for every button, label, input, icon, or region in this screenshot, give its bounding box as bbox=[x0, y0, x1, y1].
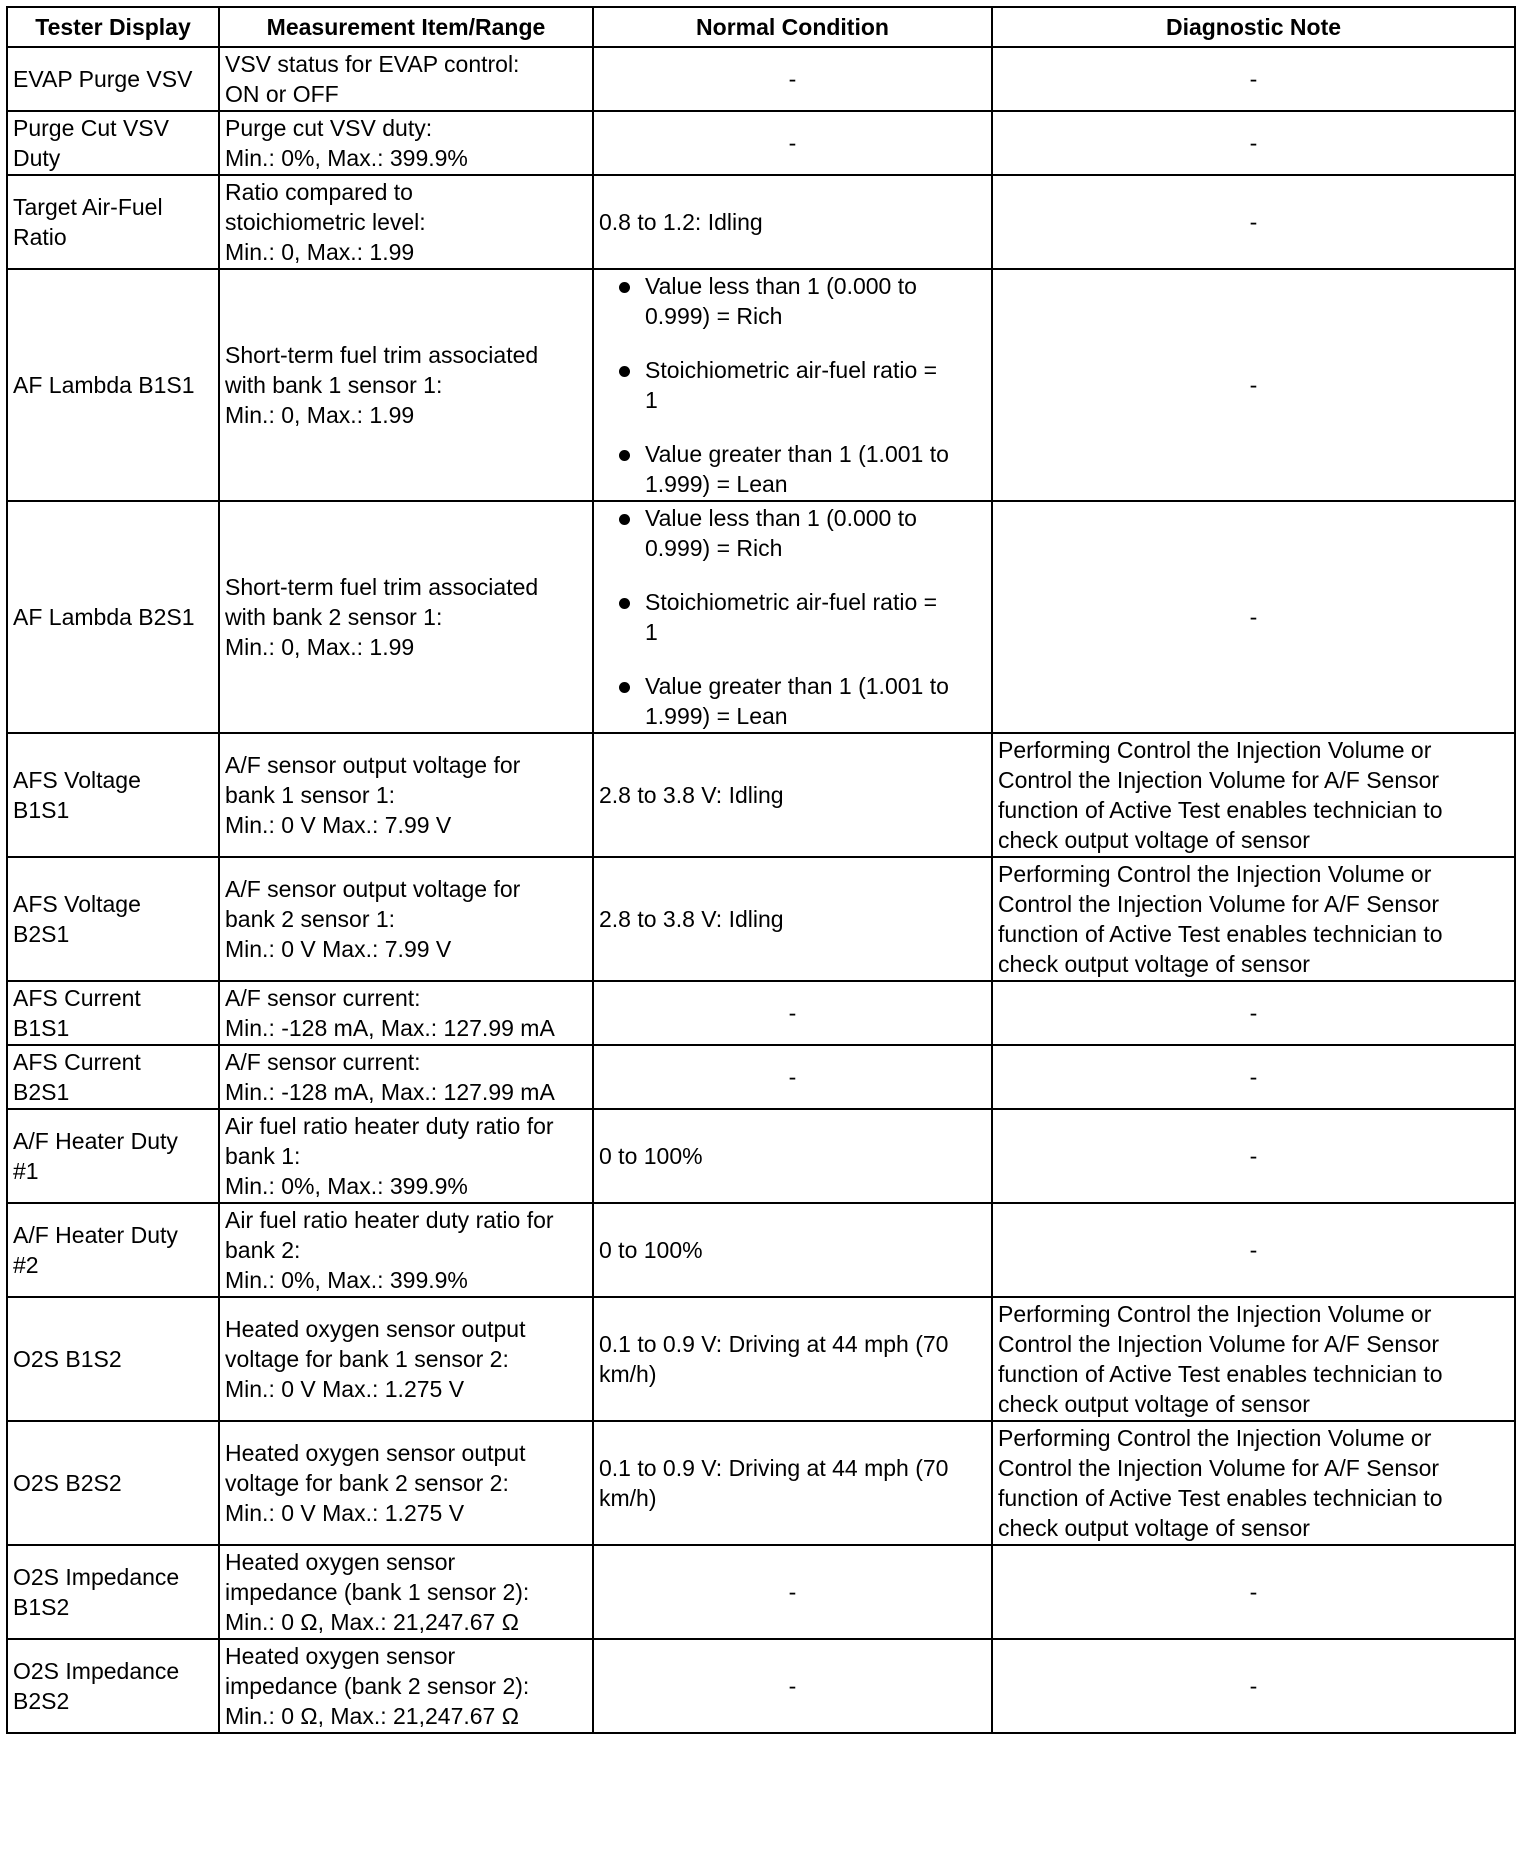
cell-line: Control the Injection Volume for A/F Sensor bbox=[998, 891, 1440, 917]
measurement-range-cell bbox=[219, 111, 593, 175]
table-row bbox=[7, 1639, 1515, 1733]
cell-line: km/h) bbox=[599, 1361, 657, 1387]
measurement-range-cell bbox=[219, 733, 593, 857]
header-normal-condition: Normal Condition bbox=[593, 7, 992, 47]
diagnostic-note-cell bbox=[992, 1045, 1515, 1109]
cell-line: - bbox=[1249, 1579, 1258, 1605]
diagnostic-note-cell bbox=[992, 501, 1515, 733]
cell-line: Heated oxygen sensor bbox=[225, 1643, 456, 1669]
cell-line: EVAP Purge VSV bbox=[13, 66, 193, 92]
measurement-range-cell bbox=[219, 981, 593, 1045]
cell-line: voltage for bank 1 sensor 2: bbox=[225, 1346, 509, 1372]
diagnostic-note-cell bbox=[992, 1421, 1515, 1545]
cell-line: - bbox=[1249, 1673, 1258, 1699]
normal-condition-cell bbox=[593, 111, 992, 175]
header-measurement-item-range: Measurement Item/Range bbox=[219, 7, 593, 47]
cell-line: AFS Current bbox=[13, 1049, 141, 1075]
cell-line: bank 2: bbox=[225, 1237, 301, 1263]
cell-line: Min.: 0, Max.: 1.99 bbox=[225, 402, 415, 428]
cell-line: Value greater than 1 (1.001 to bbox=[645, 673, 949, 699]
cell-line: Control the Injection Volume for A/F Sensor bbox=[998, 1455, 1440, 1481]
tester-display-cell bbox=[7, 1109, 219, 1203]
normal-condition-cell bbox=[593, 733, 992, 857]
cell-line: B2S1 bbox=[13, 1079, 70, 1105]
cell-line: B1S1 bbox=[13, 797, 70, 823]
measurement-range-cell bbox=[219, 1545, 593, 1639]
cell-line: O2S B1S2 bbox=[13, 1346, 122, 1372]
normal-condition-cell bbox=[593, 1297, 992, 1421]
measurement-range-cell bbox=[219, 269, 593, 501]
cell-line: 0.1 to 0.9 V: Driving at 44 mph (70 bbox=[599, 1331, 949, 1357]
cell-line: - bbox=[1249, 604, 1258, 630]
measurement-range-cell bbox=[219, 1045, 593, 1109]
bullet-item bbox=[599, 439, 986, 499]
cell-line: AFS Voltage bbox=[13, 891, 141, 917]
tester-display-cell bbox=[7, 1421, 219, 1545]
tester-display-cell bbox=[7, 501, 219, 733]
cell-line: Purge Cut VSV bbox=[13, 115, 169, 141]
tester-display-cell bbox=[7, 1045, 219, 1109]
table-row bbox=[7, 175, 1515, 269]
cell-line: bank 1 sensor 1: bbox=[225, 782, 396, 808]
cell-line: Stoichiometric air-fuel ratio = bbox=[645, 357, 938, 383]
cell-line: O2S Impedance bbox=[13, 1658, 180, 1684]
cell-line: B2S2 bbox=[13, 1688, 70, 1714]
cell-line: function of Active Test enables technician to bbox=[998, 1485, 1443, 1511]
normal-condition-cell bbox=[593, 1045, 992, 1109]
diagnostic-note-cell bbox=[992, 1203, 1515, 1297]
tester-display-cell bbox=[7, 175, 219, 269]
tester-display-cell bbox=[7, 733, 219, 857]
cell-line: B2S1 bbox=[13, 921, 70, 947]
cell-line: 0.1 to 0.9 V: Driving at 44 mph (70 bbox=[599, 1455, 949, 1481]
cell-line: VSV status for EVAP control: bbox=[225, 51, 520, 77]
cell-line: with bank 1 sensor 1: bbox=[225, 372, 443, 398]
cell-line: AFS Voltage bbox=[13, 767, 141, 793]
cell-line: function of Active Test enables technician to bbox=[998, 1361, 1443, 1387]
cell-line: Stoichiometric air-fuel ratio = bbox=[645, 589, 938, 615]
diagnostic-note-cell bbox=[992, 1545, 1515, 1639]
cell-line: Min.: 0 V Max.: 1.275 V bbox=[225, 1376, 465, 1402]
cell-line: Performing Control the Injection Volume or bbox=[998, 1301, 1432, 1327]
cell-line: check output voltage of sensor bbox=[998, 827, 1310, 853]
cell-line: 2.8 to 3.8 V: Idling bbox=[599, 782, 784, 808]
normal-condition-cell bbox=[593, 1545, 992, 1639]
cell-line: Heated oxygen sensor output bbox=[225, 1440, 526, 1466]
bullet-list bbox=[599, 503, 986, 731]
cell-line: 0 to 100% bbox=[599, 1237, 703, 1263]
cell-line: #2 bbox=[13, 1252, 39, 1278]
cell-line: km/h) bbox=[599, 1485, 657, 1511]
normal-condition-cell bbox=[593, 1203, 992, 1297]
cell-line: AF Lambda B2S1 bbox=[13, 604, 195, 630]
tester-display-cell bbox=[7, 269, 219, 501]
tester-display-cell bbox=[7, 47, 219, 111]
cell-line: Ratio compared to bbox=[225, 179, 413, 205]
cell-line: A/F Heater Duty bbox=[13, 1222, 178, 1248]
cell-line: ON or OFF bbox=[225, 81, 339, 107]
table-row bbox=[7, 269, 1515, 501]
cell-line: - bbox=[1249, 1237, 1258, 1263]
cell-line: 2.8 to 3.8 V: Idling bbox=[599, 906, 784, 932]
cell-line: Purge cut VSV duty: bbox=[225, 115, 433, 141]
tester-display-cell bbox=[7, 857, 219, 981]
measurement-range-cell bbox=[219, 1109, 593, 1203]
table-row bbox=[7, 501, 1515, 733]
cell-line: Min.: 0 V Max.: 7.99 V bbox=[225, 936, 452, 962]
cell-line: check output voltage of sensor bbox=[998, 1515, 1310, 1541]
table-row bbox=[7, 733, 1515, 857]
table-row bbox=[7, 1203, 1515, 1297]
cell-line: - bbox=[1249, 130, 1258, 156]
measurement-range-cell bbox=[219, 857, 593, 981]
cell-line: Control the Injection Volume for A/F Sensor bbox=[998, 767, 1440, 793]
cell-line: - bbox=[1249, 209, 1258, 235]
diagnostic-note-cell bbox=[992, 111, 1515, 175]
cell-line: 1 bbox=[645, 619, 658, 645]
cell-line: Min.: 0%, Max.: 399.9% bbox=[225, 145, 468, 171]
table-body bbox=[7, 47, 1515, 1733]
cell-line: A/F Heater Duty bbox=[13, 1128, 178, 1154]
cell-line: Min.: 0 Ω, Max.: 21,247.67 Ω bbox=[225, 1703, 519, 1729]
diagnostic-note-cell bbox=[992, 981, 1515, 1045]
tester-display-cell bbox=[7, 1203, 219, 1297]
normal-condition-cell bbox=[593, 47, 992, 111]
cell-line: Control the Injection Volume for A/F Sensor bbox=[998, 1331, 1440, 1357]
table-row bbox=[7, 47, 1515, 111]
normal-condition-cell bbox=[593, 175, 992, 269]
cell-line: Min.: 0 V Max.: 7.99 V bbox=[225, 812, 452, 838]
cell-line: Min.: -128 mA, Max.: 127.99 mA bbox=[225, 1015, 555, 1041]
cell-line: 1.999) = Lean bbox=[645, 471, 788, 497]
normal-condition-cell bbox=[593, 857, 992, 981]
cell-line: - bbox=[1249, 1000, 1258, 1026]
cell-line: 1 bbox=[645, 387, 658, 413]
normal-condition-cell bbox=[593, 1639, 992, 1733]
normal-condition-cell bbox=[593, 269, 992, 501]
cell-line: Min.: 0 V Max.: 1.275 V bbox=[225, 1500, 465, 1526]
cell-line: check output voltage of sensor bbox=[998, 951, 1310, 977]
cell-line: 1.999) = Lean bbox=[645, 703, 788, 729]
cell-line: B1S1 bbox=[13, 1015, 70, 1041]
cell-line: B1S2 bbox=[13, 1594, 70, 1620]
cell-line: Duty bbox=[13, 145, 61, 171]
cell-line: - bbox=[788, 66, 797, 92]
cell-line: Short-term fuel trim associated bbox=[225, 574, 539, 600]
measurement-range-cell bbox=[219, 47, 593, 111]
cell-line: Air fuel ratio heater duty ratio for bbox=[225, 1113, 554, 1139]
cell-line: Min.: 0, Max.: 1.99 bbox=[225, 634, 415, 660]
cell-line: - bbox=[788, 1064, 797, 1090]
cell-line: Heated oxygen sensor bbox=[225, 1549, 456, 1575]
cell-line: A/F sensor output voltage for bbox=[225, 752, 521, 778]
measurement-range-cell bbox=[219, 1203, 593, 1297]
cell-line: AF Lambda B1S1 bbox=[13, 372, 195, 398]
tester-display-cell bbox=[7, 1639, 219, 1733]
tester-display-cell bbox=[7, 111, 219, 175]
diagnostic-note-cell bbox=[992, 269, 1515, 501]
table-row bbox=[7, 1297, 1515, 1421]
measurement-range-cell bbox=[219, 175, 593, 269]
bullet-item bbox=[599, 503, 986, 563]
cell-line: Min.: 0, Max.: 1.99 bbox=[225, 239, 415, 265]
table-row bbox=[7, 111, 1515, 175]
bullet-item bbox=[599, 587, 986, 647]
cell-line: Value greater than 1 (1.001 to bbox=[645, 441, 949, 467]
cell-line: Ratio bbox=[13, 224, 67, 250]
cell-line: check output voltage of sensor bbox=[998, 1391, 1310, 1417]
cell-line: function of Active Test enables technician to bbox=[998, 797, 1443, 823]
table-row bbox=[7, 1421, 1515, 1545]
cell-line: 0.999) = Rich bbox=[645, 535, 783, 561]
cell-line: 0.999) = Rich bbox=[645, 303, 783, 329]
cell-line: - bbox=[788, 1579, 797, 1605]
cell-line: impedance (bank 1 sensor 2): bbox=[225, 1579, 530, 1605]
diagnostic-note-cell bbox=[992, 1109, 1515, 1203]
table-row bbox=[7, 1109, 1515, 1203]
cell-line: bank 2 sensor 1: bbox=[225, 906, 396, 932]
header-diagnostic-note: Diagnostic Note bbox=[992, 7, 1515, 47]
cell-line: Min.: -128 mA, Max.: 127.99 mA bbox=[225, 1079, 555, 1105]
cell-line: Heated oxygen sensor output bbox=[225, 1316, 526, 1342]
normal-condition-cell bbox=[593, 1109, 992, 1203]
normal-condition-cell bbox=[593, 981, 992, 1045]
cell-line: Performing Control the Injection Volume or bbox=[998, 1425, 1432, 1451]
measurement-range-cell bbox=[219, 1421, 593, 1545]
cell-line: Min.: 0%, Max.: 399.9% bbox=[225, 1267, 468, 1293]
table-row bbox=[7, 857, 1515, 981]
cell-line: Min.: 0%, Max.: 399.9% bbox=[225, 1173, 468, 1199]
header-tester-display: Tester Display bbox=[7, 7, 219, 47]
cell-line: stoichiometric level: bbox=[225, 209, 426, 235]
cell-line: function of Active Test enables technician to bbox=[998, 921, 1443, 947]
cell-line: 0 to 100% bbox=[599, 1143, 703, 1169]
cell-line: Performing Control the Injection Volume or bbox=[998, 861, 1432, 887]
bullet-item bbox=[599, 671, 986, 731]
diagnostic-note-cell bbox=[992, 1297, 1515, 1421]
tester-display-cell bbox=[7, 1297, 219, 1421]
cell-line: Min.: 0 Ω, Max.: 21,247.67 Ω bbox=[225, 1609, 519, 1635]
normal-condition-cell bbox=[593, 501, 992, 733]
cell-line: with bank 2 sensor 1: bbox=[225, 604, 443, 630]
table-row bbox=[7, 1045, 1515, 1109]
bullet-list bbox=[599, 271, 986, 499]
cell-line: - bbox=[1249, 1064, 1258, 1090]
cell-line: Performing Control the Injection Volume or bbox=[998, 737, 1432, 763]
cell-line: bank 1: bbox=[225, 1143, 301, 1169]
cell-line: - bbox=[1249, 1143, 1258, 1169]
table-row bbox=[7, 1545, 1515, 1639]
cell-line: A/F sensor current: bbox=[225, 1049, 421, 1075]
cell-line: 0.8 to 1.2: Idling bbox=[599, 209, 763, 235]
cell-line: Air fuel ratio heater duty ratio for bbox=[225, 1207, 554, 1233]
header-row bbox=[7, 7, 1515, 47]
measurement-range-cell bbox=[219, 1297, 593, 1421]
tester-display-cell bbox=[7, 981, 219, 1045]
table-row bbox=[7, 981, 1515, 1045]
data-list-table bbox=[6, 6, 1516, 1734]
cell-line: A/F sensor current: bbox=[225, 985, 421, 1011]
cell-line: - bbox=[788, 130, 797, 156]
cell-line: - bbox=[1249, 66, 1258, 92]
bullet-item bbox=[599, 271, 986, 331]
diagnostic-note-cell bbox=[992, 733, 1515, 857]
cell-line: A/F sensor output voltage for bbox=[225, 876, 521, 902]
cell-line: - bbox=[788, 1673, 797, 1699]
cell-line: - bbox=[1249, 372, 1258, 398]
cell-line: Short-term fuel trim associated bbox=[225, 342, 539, 368]
normal-condition-cell bbox=[593, 1421, 992, 1545]
measurement-range-cell bbox=[219, 1639, 593, 1733]
measurement-range-cell bbox=[219, 501, 593, 733]
diagnostic-note-cell bbox=[992, 857, 1515, 981]
cell-line: AFS Current bbox=[13, 985, 141, 1011]
bullet-item bbox=[599, 355, 986, 415]
cell-line: O2S B2S2 bbox=[13, 1470, 122, 1496]
cell-line: Value less than 1 (0.000 to bbox=[645, 505, 917, 531]
cell-line: #1 bbox=[13, 1158, 39, 1184]
diagnostic-note-cell bbox=[992, 1639, 1515, 1733]
cell-line: impedance (bank 2 sensor 2): bbox=[225, 1673, 530, 1699]
diagnostic-note-cell bbox=[992, 47, 1515, 111]
tester-display-cell bbox=[7, 1545, 219, 1639]
cell-line: voltage for bank 2 sensor 2: bbox=[225, 1470, 509, 1496]
cell-line: - bbox=[788, 1000, 797, 1026]
diagnostic-note-cell bbox=[992, 175, 1515, 269]
cell-line: Value less than 1 (0.000 to bbox=[645, 273, 917, 299]
cell-line: Target Air-Fuel bbox=[13, 194, 163, 220]
cell-line: O2S Impedance bbox=[13, 1564, 180, 1590]
